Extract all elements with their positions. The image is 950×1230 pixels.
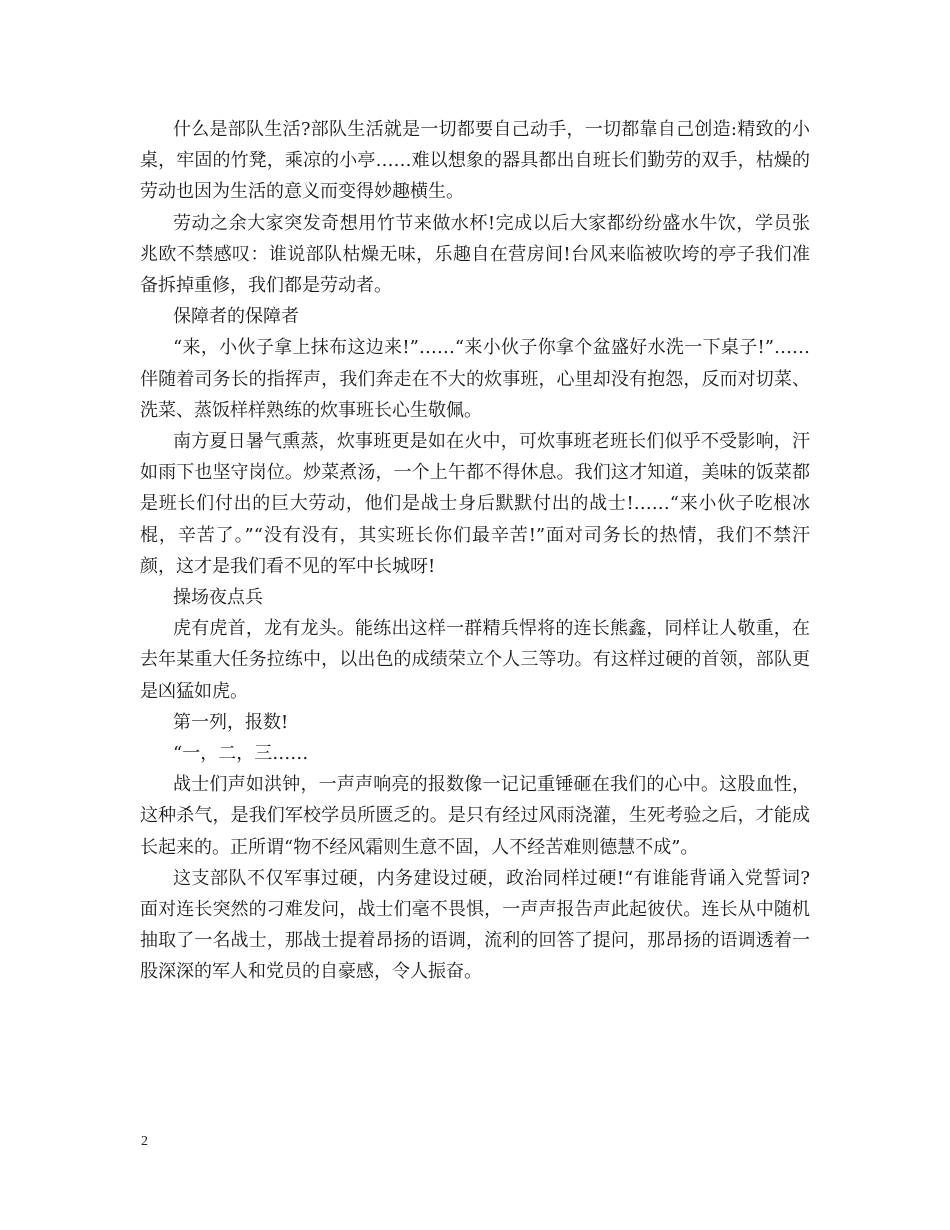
paragraph: 战士们声如洪钟，一声声响亮的报数像一记记重锤砸在我们的心中。这股血性，这种杀气，是我们军校学员所匮乏的。是只有经过风雨浇灌，生死考验之后，才能成长起来的。正所谓“物不经风霜则生意不固，人不经苦难则德慧不成”。 [140,774,810,858]
page-number: 2 [141,1134,148,1149]
section-heading: 第一列，报数! [173,711,289,733]
paragraph: “来，小伙子拿上抹布这边来!”……“来小伙子你拿个盆盛好水洗一下桌子!”……伴随着司务长的指挥声，我们奔走在不大的炊事班，心里却没有抱怨，反而对切菜、洗菜、蒸饭样样熟练的炊事班长心生敬佩。 [140,337,810,421]
section-heading: “一，二，三…… [173,743,309,765]
paragraph: 这支部队不仅军事过硬，内务建设过硬，政治同样过硬!“有谁能背诵入党誓词?面对连长突然的刁难发问，战士们毫不畏惧，一声声报告声此起彼伏。连长从中随机抽取了一名战士，那战士提着昂扬的语调，流利的回答了提问，那昂扬的语调透着一股深深的军人和党员的自豪感，令人振奋。 [140,867,810,983]
document-body [140,114,810,988]
paragraph: 什么是部队生活?部队生活就是一切都要自己动手，一切都靠自己创造:精致的小桌，牢固的竹凳，乘凉的小亭……难以想象的器具都出自班长们勤劳的双手，枯燥的劳动也因为生活的意义而变得妙趣横生。 [140,119,810,203]
paragraph: 虎有虎首，龙有龙头。能练出这样一群精兵悍将的连长熊鑫，同样让人敬重，在去年某重大任务拉练中，以出色的成绩荣立个人三等功。有这样过硬的首领，部队更是凶猛如虎。 [140,618,810,702]
paragraph: 南方夏日暑气熏蒸，炊事班更是如在火中，可炊事班老班长们似乎不受影响，汗如雨下也坚守岗位。炒菜煮汤，一个上午都不得休息。我们这才知道，美味的饭菜都是班长们付出的巨大劳动，他们是战士身后默默付出的战士!……“来小伙子吃根冰棍，辛苦了。”“没有没有，其实班长你们最辛苦!”面对司务长的热情，我们不禁汗颜，这才是我们看不见的军中长城呀! [140,431,810,577]
paragraph: 劳动之余大家突发奇想用竹节来做水杯!完成以后大家都纷纷盛水牛饮，学员张兆欧不禁感叹：谁说部队枯燥无味，乐趣自在营房间!台风来临被吹垮的亭子我们准备拆掉重修，我们都是劳动者。 [140,212,810,297]
section-heading: 保障者的保障者 [173,306,299,328]
section-heading: 操场夜点兵 [173,587,263,609]
